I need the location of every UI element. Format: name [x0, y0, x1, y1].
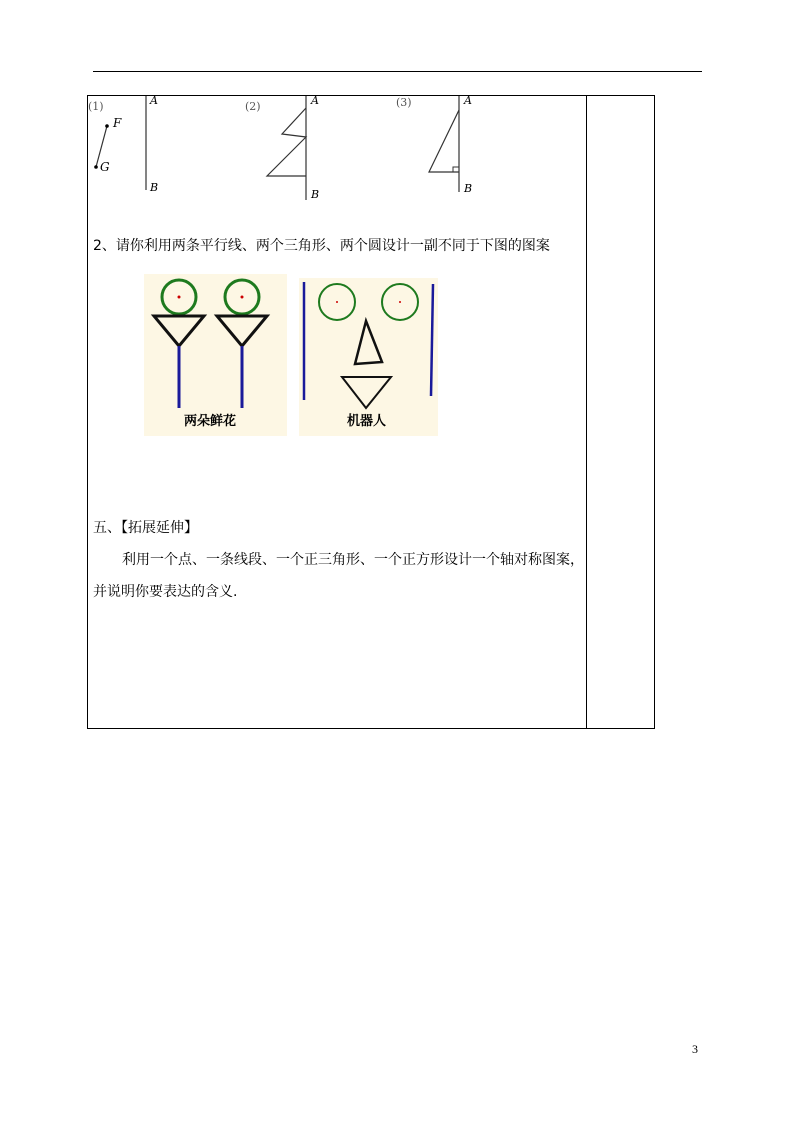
robot-mouth-triangle	[342, 377, 391, 408]
robot-caption: 机器人	[347, 414, 387, 429]
label-B-2: B	[311, 188, 320, 201]
top-figures	[0, 0, 794, 220]
right-triangle	[429, 110, 459, 172]
two-flowers-image	[144, 274, 287, 436]
page-number: 3	[692, 1042, 698, 1056]
section-5-line-1: 利用一个点、一条线段、一个正三角形、一个正方形设计一个轴对称图案，	[122, 552, 584, 568]
flower-2-triangle	[217, 316, 267, 346]
label-F: F	[113, 116, 122, 130]
point-G	[94, 165, 98, 169]
two-flowers-caption: 两朵鲜花	[184, 414, 237, 429]
label-A-3: A	[464, 94, 472, 107]
label-A-1: A	[150, 94, 158, 107]
right-angle-mark	[453, 167, 459, 172]
section-5-heading: 五、【拓展延伸】	[93, 520, 198, 536]
question-2-text: 2、请你利用两条平行线、两个三角形、两个圆设计一副不同于下图的图案	[93, 238, 550, 254]
flower-1-triangle	[154, 316, 204, 346]
label-G: G	[100, 160, 110, 174]
flower-2-dot	[241, 296, 244, 299]
flower-1-dot	[178, 296, 181, 299]
robot-right-line	[431, 284, 433, 396]
section-5-line-2: 并说明你要表达的含义.	[93, 584, 238, 600]
fig1-number: (1)	[88, 100, 104, 113]
fig3-number: (3)	[396, 96, 412, 109]
robot-right-pupil	[399, 301, 401, 303]
point-F	[105, 124, 109, 128]
zigzag-triangles	[267, 108, 306, 176]
robot-image	[299, 278, 438, 436]
robot-nose-triangle	[355, 321, 382, 364]
label-A-2: A	[311, 94, 319, 107]
label-B-1: B	[150, 181, 159, 194]
label-B-3: B	[464, 182, 473, 195]
robot-left-pupil	[336, 301, 338, 303]
fig2-number: (2)	[245, 100, 261, 113]
